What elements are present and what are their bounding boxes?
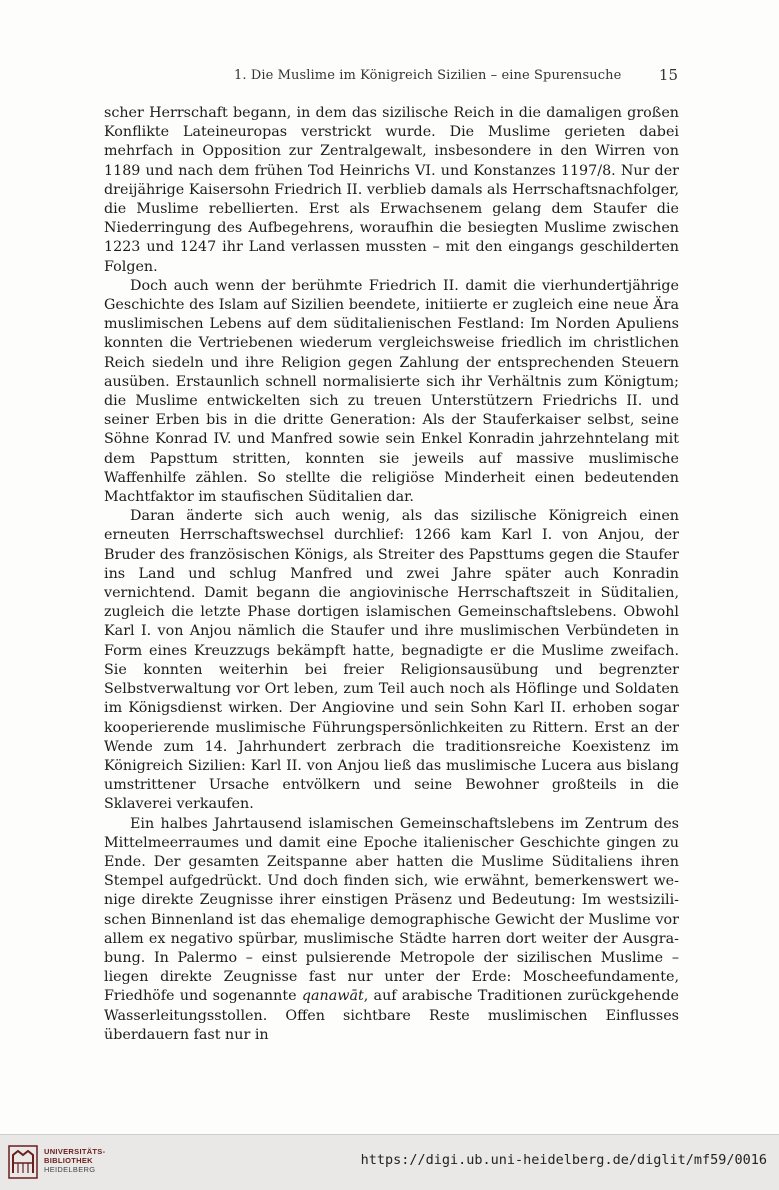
page-number: 15 — [658, 66, 678, 84]
paragraph-2: Doch auch wenn der berühmte Friedrich II. damit die vierhundertjährige Geschichte des Islam auf Sizilien beendete, initiierte er zugleich eine neue Ära muslimischen Lebens auf dem süditalienischen Festland: Im Norden Apuliens konnten die Vertriebenen wiederum vergleichsweise friedlich im christlichen Reich siedeln und ihre Religion gegen Zahlung der entsprechenden Steuern ausüben. Erstaunlich schnell normalisierte sich ihr Verhältnis zum Königtum; die Muslime entwickelten sich zu treuen Unterstützern Friedrichs II. und seiner Erben bis in die dritte Generation: Als der Stauferkaiser selbst, seine Söhne Konrad IV. und Manfred sowie sein Enkel Konradin jahrzehntelang mit dem Papsttum stritten, konnten sie jeweils auf massive muslimische Waffenhilfe zählen. So stellte die religiöse Minderheit einen bedeutenden Machtfaktor im staufischen Süditalien dar. — [104, 277, 679, 506]
permalink-url[interactable]: https://digi.ub.uni-heidelberg.de/diglit/mf59/0016 — [360, 1152, 767, 1168]
library-logo-text — [44, 1147, 105, 1174]
body-text — [104, 104, 679, 1045]
paragraph-4-text-b: , auf arabische Traditionen zurückgehende Wasserleitungsstollen. Offen sichtbare Reste muslimischen Einflusses überdauern fast nur in — [104, 988, 679, 1043]
paragraph-4 — [104, 815, 679, 1045]
italic-term: qanawāt — [301, 988, 364, 1005]
running-header — [104, 66, 678, 86]
logo-line-2: BIBLIOTHEK — [44, 1156, 93, 1165]
logo-line-3: HEIDELBERG — [44, 1165, 96, 1174]
running-title: 1. Die Muslime im Königreich Sizilien – eine Spurensuche — [234, 68, 622, 83]
logo-line-1: UNIVERSITÄTS- — [44, 1147, 106, 1156]
library-logo-icon — [8, 1145, 38, 1179]
viewer-footer — [0, 1134, 779, 1190]
paragraph-1: scher Herrschaft begann, in dem das sizilische Reich in die damaligen großen Konflikte Lateineuropas verstrickt wurde. Die Muslime gerieten dabei mehrfach in Opposition zur Zentralgewalt, insbesondere in den Wirren von 1189 und nach dem frühen Tod Heinrichs VI. und Konstanzes 1197/8. Nur der dreijährige Kaisersohn Friedrich II. verblieb damals als Herrschaftsnachfolger, die Muslime rebellierten. Erst als Erwachsenem gelang dem Staufer die Niederringung des Aufbegehrens, woraufhin die besiegten Muslime zwischen 1223 und 1247 ihr Land verlassen mussten – mit den eingangs geschilderten Folgen. — [104, 105, 679, 275]
paragraph-4-text-a: Ein halbes Jahrtausend islamischen Gemeinschaftslebens im Zentrum des Mittelmeerraumes und damit eine Epoche italienischer Geschichte gingen zu Ende. Der gesamten Zeitspanne aber hatten die Muslime Süditaliens ihren Stempel aufgedrückt. Und doch finden sich, wie erwähnt, bemerkenswert wenige direkte Zeugnisse ihrer einstigen Präsenz und Bedeutung: Im westsizilischen Binnenland ist das ehemalige demographische Gewicht der Muslime vor allem ex negativo spürbar, muslimische Städte harren dort weiter der Ausgrabung. In Palermo – einst pulsierende Metropole der sizilischen Muslime – liegen direkte Zeugnisse fast nur unter der Erde: Moscheefundamente, Friedhöfe und sogenannte — [104, 815, 679, 1005]
paragraph-3: Daran änderte sich auch wenig, als das sizilische Königreich einen erneuten Herrschaftswechsel durchlief: 1266 kam Karl I. von Anjou, der Bruder des französischen Königs, als Streiter des Papsttums gegen die Staufer ins Land und schlug Manfred und zwei Jahre später auch Konradin vernichtend. Damit begann die angiovinische Herrschaftszeit in Süditalien, zugleich die letzte Phase dortigen islamischen Gemeinschaftslebens. Obwohl Karl I. von Anjou nämlich die Staufer und ihre muslimischen Verbündeten in Form eines Kreuzzugs bekämpft hatte, begnadigte er die Muslime zweifach. Sie konnten weiterhin bei freier Religionsausübung und begrenzter Selbstverwaltung vor Ort leben, zum Teil auch noch als Höflinge und Soldaten im Königsdienst wirken. Der Angiovine und sein Sohn Karl II. erhoben sogar kooperierende muslimische Führungspersönlichkeiten zu Rittern. Erst an der Wende zum 14. Jahrhundert zerbrach die traditionsreiche Koexistenz im Königreich Sizilien: Karl II. von Anjou ließ das muslimische Lucera aus bislang umstrittener Ursache entvölkern und seine Bewohner großteils in die Sklaverei verkaufen. — [104, 508, 679, 813]
library-logo[interactable] — [8, 1143, 118, 1183]
